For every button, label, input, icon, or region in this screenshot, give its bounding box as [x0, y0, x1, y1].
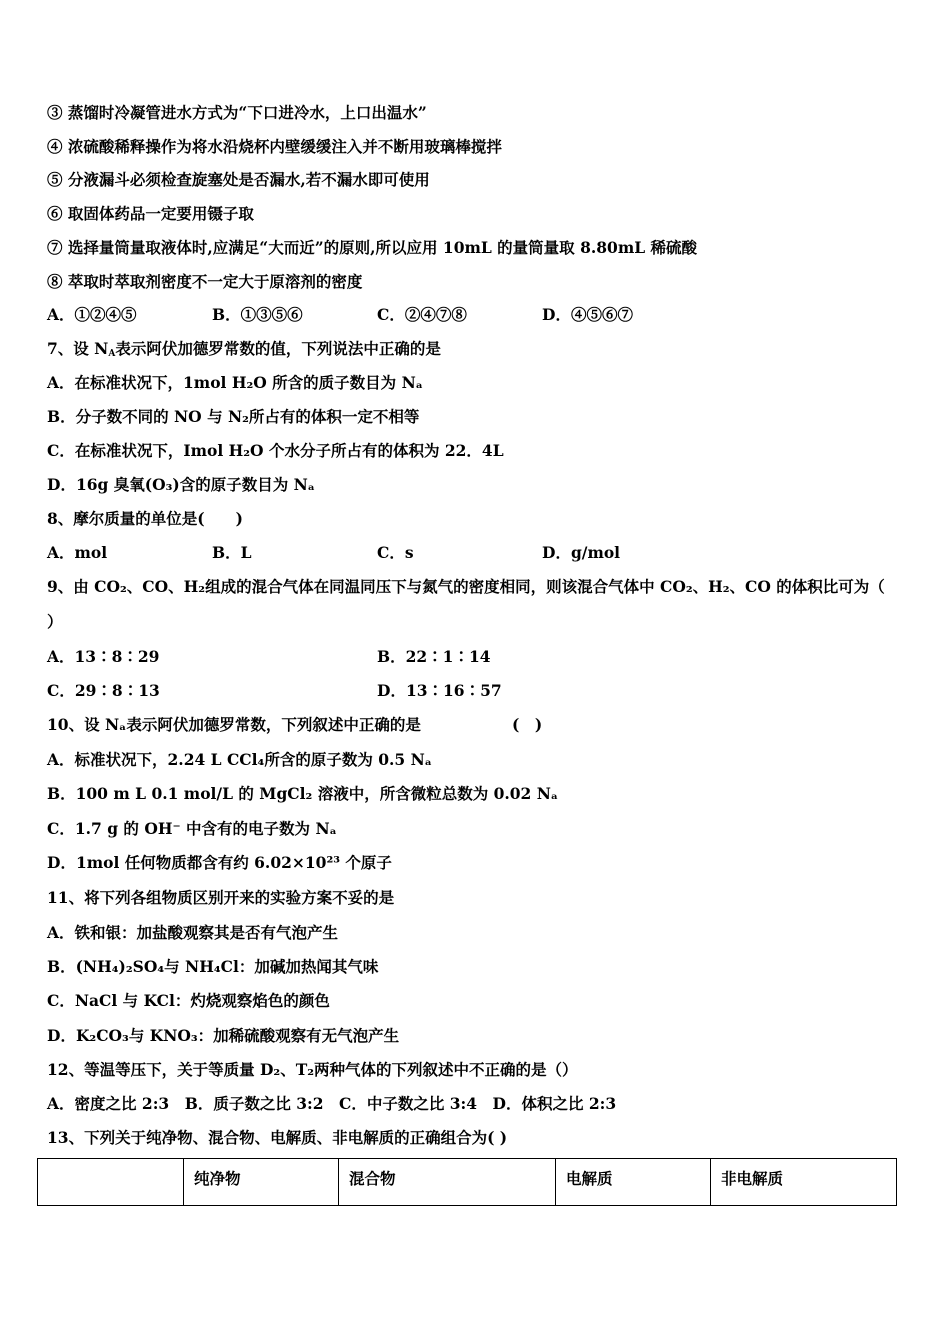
q9-option-d: D．13∶16∶57 — [377, 681, 502, 700]
q9-stem-cont: ） — [47, 612, 63, 631]
table-header-cell — [38, 1159, 184, 1206]
table-row — [38, 1159, 897, 1206]
q11-option-c: C．NaCl 与 KCl：灼烧观察焰色的颜色 — [47, 991, 330, 1010]
table-header-cell: 非电解质 — [711, 1159, 897, 1206]
q7-stem-pre: 7、设 N — [47, 339, 109, 358]
q7-option-c: C．在标准状况下，Imol H₂O 个水分子所占有的体积为 22．4L — [47, 441, 504, 460]
q6-statement-3: ③ 蒸馏时冷凝管进水方式为“下口进冷水，上口出温水” — [47, 103, 427, 122]
q11-option-a: A．铁和银：加盐酸观察其是否有气泡产生 — [47, 923, 339, 942]
q10-stem: 10、设 Nₐ表示阿伏加德罗常数，下列叙述中正确的是 — [47, 715, 421, 734]
q9-option-c: C．29∶8∶13 — [47, 681, 160, 700]
q7-option-a: A．在标准状况下，1mol H₂O 所含的质子数目为 Nₐ — [47, 373, 423, 392]
q8-stem: 8、摩尔质量的单位是( ) — [47, 509, 243, 528]
table-header-cell: 纯净物 — [184, 1159, 339, 1206]
q13-stem: 13、下列关于纯净物、混合物、电解质、非电解质的正确组合为( ) — [47, 1128, 508, 1147]
q10-option-d: D．1mol 任何物质都含有约 6.02×10²³ 个原子 — [47, 853, 392, 872]
q7-option-b: B．分子数不同的 NO 与 N₂所占有的体积一定不相等 — [47, 407, 420, 426]
q12-options: A．密度之比 2:3 B．质子数之比 3:2 C．中子数之比 3:4 D．体积之比 2:3 — [47, 1094, 617, 1113]
q11-option-b: B．(NH₄)₂SO₄与 NH₄Cl：加碱加热闻其气味 — [47, 957, 379, 976]
q10-option-b: B．100 m L 0.1 mol/L 的 MgCl₂ 溶液中，所含微粒总数为 0.02 Nₐ — [47, 784, 559, 803]
q9-option-a: A．13∶8∶29 — [47, 647, 160, 666]
q9-option-b: B．22∶1∶14 — [377, 647, 491, 666]
q10-option-a: A．标准状况下，2.24 L CCl₄所含的原子数为 0.5 Nₐ — [47, 750, 432, 769]
q7-stem-post: 表示阿伏加德罗常数的值，下列说法中正确的是 — [115, 339, 441, 358]
q11-option-d: D．K₂CO₃与 KNO₃：加稀硫酸观察有无气泡产生 — [47, 1026, 400, 1045]
q8-option-b: B．L — [212, 543, 252, 562]
q6-option-c: C．②④⑦⑧ — [377, 305, 467, 324]
table-header-cell: 电解质 — [556, 1159, 711, 1206]
q7-stem — [47, 339, 441, 364]
q8-option-d: D．g/mol — [542, 543, 621, 562]
q6-option-a: A．①②④⑤ — [47, 305, 137, 324]
q13-table — [37, 1158, 897, 1206]
q6-statement-6: ⑥ 取固体药品一定要用镊子取 — [47, 204, 254, 223]
q7-option-d: D．16g 臭氧(O₃)含的原子数目为 Nₐ — [47, 475, 315, 494]
q10-option-c: C．1.7 g 的 OH⁻ 中含有的电子数为 Nₐ — [47, 819, 337, 838]
q8-option-c: C．s — [377, 543, 414, 562]
q11-stem: 11、将下列各组物质区别开来的实验方案不妥的是 — [47, 888, 395, 907]
q6-option-b: B．①③⑤⑥ — [212, 305, 303, 324]
q6-option-d: D．④⑤⑥⑦ — [542, 305, 633, 324]
table-header-cell: 混合物 — [339, 1159, 556, 1206]
q7-stem-sub: A — [108, 349, 116, 359]
q6-statement-4: ④ 浓硫酸稀释操作为将水沿烧杯内壁缓缓注入并不断用玻璃棒搅拌 — [47, 137, 502, 156]
q12-stem: 12、等温等压下，关于等质量 D₂、T₂两种气体的下列叙述中不正确的是（） — [47, 1060, 578, 1079]
q6-statement-7: ⑦ 选择量筒量取液体时,应满足“大而近”的原则,所以应用 10mL 的量筒量取 8.80mL 稀硫酸 — [47, 238, 698, 257]
q10-paren: ( ) — [512, 715, 543, 734]
q6-statement-5: ⑤ 分液漏斗必须检查旋塞处是否漏水,若不漏水即可使用 — [47, 170, 430, 189]
q8-option-a: A．mol — [47, 543, 108, 562]
q6-statement-8: ⑧ 萃取时萃取剂密度不一定大于原溶剂的密度 — [47, 272, 363, 291]
q9-stem: 9、由 CO₂、CO、H₂组成的混合气体在同温同压下与氮气的密度相同，则该混合气体中 CO₂、H₂、CO 的体积比可为（ — [47, 577, 885, 596]
